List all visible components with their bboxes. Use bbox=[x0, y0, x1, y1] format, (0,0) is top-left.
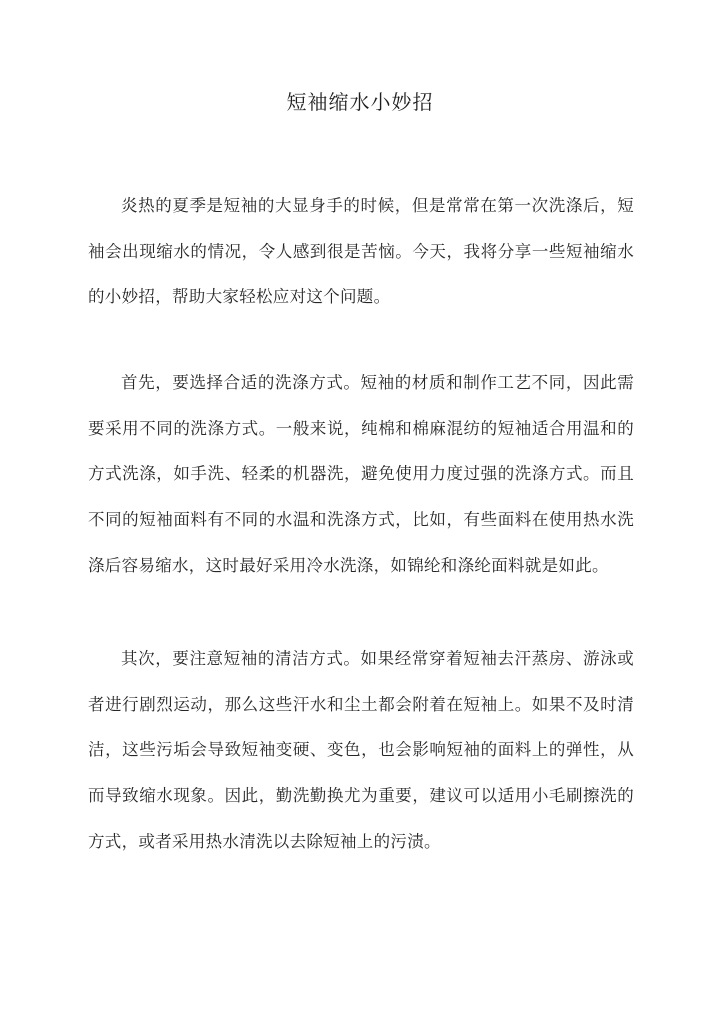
paragraph-washing-method: 首先，要选择合适的洗涤方式。短袖的材质和制作工艺不同，因此需要采用不同的洗涤方式。一般来说，纯棉和棉麻混纺的短袖适合用温和的方式洗涤，如手洗、轻柔的机器洗，避免使用力度过强的洗涤方式。而且不同的短袖面料有不同的水温和洗涤方式，比如，有些面料在使用热水洗涤后容易缩水，这时最好采用冷水洗涤，如锦纶和涤纶面料就是如此。 bbox=[88, 373, 634, 575]
paragraph-intro: 炎热的夏季是短袖的大显身手的时候，但是常常在第一次洗涤后，短袖会出现缩水的情况，令人感到很是苦恼。今天，我将分享一些短袖缩水的小妙招，帮助大家轻松应对这个问题。 bbox=[88, 196, 634, 307]
paragraph-cleaning-method: 其次，要注意短袖的清洁方式。如果经常穿着短袖去汗蒸房、游泳或者进行剧烈运动，那么这些汗水和尘土都会附着在短袖上。如果不及时清洁，这些污垢会导致短袖变硬、变色，也会影响短袖的面料上的弹性，从而导致缩水现象。因此，勤洗勤换尤为重要，建议可以适用小毛刷擦洗的方式，或者采用热水清洗以去除短袖上的污渍。 bbox=[88, 649, 634, 851]
document-title: 短袖缩水小妙招 bbox=[286, 90, 434, 114]
